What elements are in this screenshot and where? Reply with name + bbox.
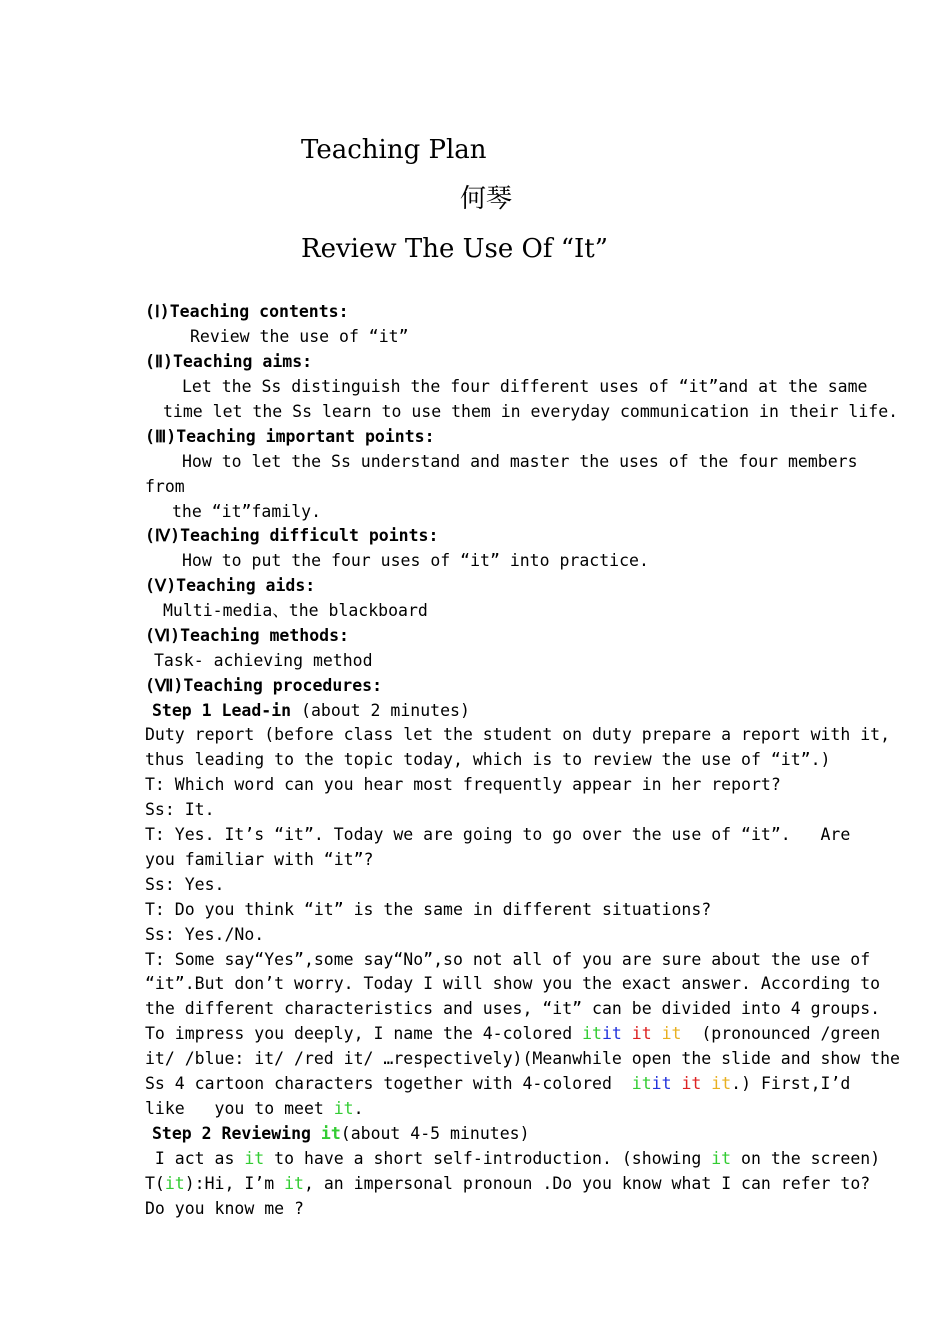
section-text-aims-2: time let the Ss learn to use them in everyday communication in their life. bbox=[163, 402, 899, 421]
paragraph-line: like you to meet it. bbox=[145, 1099, 364, 1118]
section-text-important-3: the “it”family. bbox=[172, 502, 322, 521]
paragraph-line: T: Some say“Yes”,some say“No”,so not all of you are sure about the use of bbox=[145, 950, 871, 969]
paragraph-line: thus leading to the topic today, which is to review the use of “it”.) bbox=[145, 750, 831, 769]
paragraph-line: Do you know me ? bbox=[145, 1199, 304, 1218]
blue-it: it bbox=[651, 1074, 672, 1093]
section-heading-aims: (Ⅱ)Teaching aims: bbox=[145, 352, 313, 371]
green-it: it bbox=[631, 1074, 652, 1093]
paragraph-line: you familiar with “it”? bbox=[145, 850, 374, 869]
section-text-difficult: How to put the four uses of “it” into practice. bbox=[182, 551, 649, 570]
section-text-aims-1: Let the Ss distinguish the four different uses of “it”and at the same bbox=[182, 377, 868, 396]
author-name: 何琴 bbox=[460, 184, 513, 214]
red-it: it bbox=[631, 1024, 652, 1043]
paragraph-line-colored-its: Ss 4 cartoon characters together with 4-colored itit it it.) First,I’d bbox=[145, 1074, 851, 1093]
paragraph-line: it/ /blue: it/ /red it/ …respectively)(Meanwhile open the slide and show the bbox=[145, 1049, 900, 1068]
paragraph-line: T: Yes. It’s “it”. Today we are going to go over the use of “it”. Are bbox=[145, 825, 851, 844]
paragraph-line: T(it):Hi, I’m it, an impersonal pronoun .Do you know what I can refer to? bbox=[145, 1174, 871, 1193]
step-1-time: (about 2 minutes) bbox=[291, 701, 470, 720]
section-heading-difficult-points: (Ⅳ)Teaching difficult points: bbox=[145, 526, 439, 545]
section-heading-aids: (Ⅴ)Teaching aids: bbox=[145, 576, 316, 595]
doc-title: Teaching Plan bbox=[301, 135, 487, 165]
paragraph-line: Ss: It. bbox=[145, 800, 215, 819]
section-text-important-2: from bbox=[145, 477, 185, 496]
paragraph-line: T: Which word can you hear most frequently appear in her report? bbox=[145, 775, 781, 794]
section-text-important-1: How to let the Ss understand and master the uses of the four members bbox=[182, 452, 858, 471]
step-1-heading bbox=[152, 698, 470, 723]
green-it: it bbox=[164, 1174, 185, 1193]
step-1-label: Step 1 Lead-in bbox=[152, 701, 292, 720]
yellow-it: it bbox=[711, 1074, 732, 1093]
green-it: it bbox=[582, 1024, 602, 1043]
section-text-contents: Review the use of “it” bbox=[190, 327, 409, 346]
section-text-aids: Multi-media、the blackboard bbox=[163, 601, 428, 620]
green-it: it bbox=[333, 1099, 354, 1118]
paragraph-line: Ss: Yes. bbox=[145, 875, 225, 894]
doc-subtitle: Review The Use Of “It” bbox=[301, 234, 609, 264]
step-2-time: (about 4-5 minutes) bbox=[340, 1124, 530, 1143]
blue-it: it bbox=[601, 1024, 622, 1043]
paragraph-line: Ss: Yes./No. bbox=[145, 925, 265, 944]
section-heading-contents: (Ⅰ)Teaching contents: bbox=[145, 302, 349, 321]
red-it: it bbox=[681, 1074, 702, 1093]
section-text-methods: Task- achieving method bbox=[154, 651, 373, 670]
green-it: it bbox=[244, 1149, 265, 1168]
green-it: it bbox=[711, 1149, 732, 1168]
paragraph-line: “it”.But don’t worry. Today I will show you the exact answer. According to bbox=[145, 974, 881, 993]
section-heading-important-points: (Ⅲ)Teaching important points: bbox=[145, 427, 435, 446]
paragraph-line: I act as it to have a short self-introduction. (showing it on the screen) bbox=[145, 1149, 881, 1168]
green-it: it bbox=[284, 1174, 304, 1193]
green-it: it bbox=[320, 1124, 341, 1143]
step-2-heading bbox=[152, 1121, 530, 1146]
paragraph-line: the different characteristics and uses, “it” can be divided into 4 groups. bbox=[145, 999, 881, 1018]
step-2-label: Step 2 Reviewing bbox=[152, 1124, 321, 1143]
paragraph-line-colored-its: To impress you deeply, I name the 4-colored itit it it (pronounced /green bbox=[145, 1024, 881, 1043]
section-heading-procedures: (Ⅶ)Teaching procedures: bbox=[145, 676, 383, 695]
paragraph-line: T: Do you think “it” is the same in different situations? bbox=[145, 900, 712, 919]
section-heading-methods: (Ⅵ)Teaching methods: bbox=[145, 626, 349, 645]
paragraph-line: Duty report (before class let the student on duty prepare a report with it, bbox=[145, 725, 891, 744]
yellow-it: it bbox=[661, 1024, 682, 1043]
